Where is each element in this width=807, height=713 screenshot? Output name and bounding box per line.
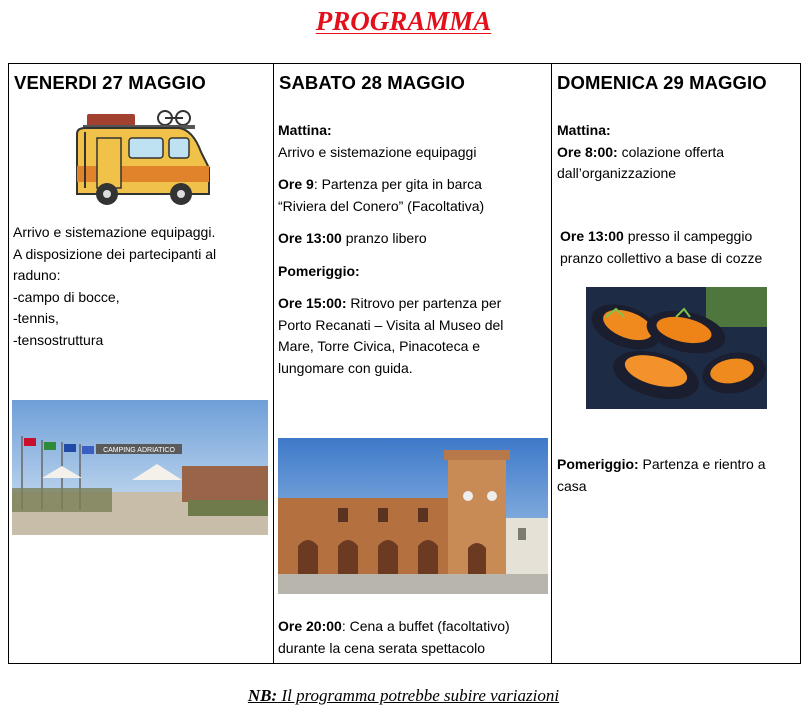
mussels-photo: [586, 287, 767, 409]
saturday-morning-text: Arrivo e sistemazione equipaggi: [278, 143, 477, 160]
saturday-visit-text-1: Ritrovo per partenza per: [346, 295, 502, 311]
saturday-dinner-time: Ore 20:00: [278, 618, 342, 634]
saturday-trip-line-1: [278, 174, 548, 196]
program-table: [8, 63, 801, 664]
sunday-heading: DOMENICA 29 MAGGIO: [557, 72, 767, 93]
sunday-afternoon-line-1: [557, 454, 797, 476]
friday-line-4: -campo di bocce,: [13, 288, 120, 305]
saturday-column: [274, 64, 552, 664]
porto-recanati-tower-photo: [278, 438, 548, 594]
saturday-trip-text-2: “Riviera del Conero” (Facoltativa): [278, 197, 485, 214]
saturday-heading: SABATO 28 MAGGIO: [279, 72, 465, 93]
friday-line-6: -tensostruttura: [13, 331, 104, 348]
camping-sign-text: CAMPING ADRIATICO: [103, 447, 175, 454]
sunday-column: [552, 64, 801, 664]
saturday-lunch-time: Ore 13:00: [278, 230, 342, 246]
saturday-visit-line-1: [278, 293, 548, 315]
sunday-lunch-text-2: pranzo collettivo a base di cozze: [560, 249, 763, 266]
saturday-visit-time: Ore 15:00:: [278, 295, 347, 311]
friday-column: [9, 64, 274, 664]
saturday-visit-text-3: Mare, Torre Civica, Pinacoteca e: [278, 338, 481, 354]
camper-van-icon: [69, 108, 217, 210]
sunday-breakfast-line-1: [557, 142, 797, 164]
saturday-visit-text-4: lungomare con guida.: [278, 359, 413, 376]
sunday-lunch-time: Ore 13:00: [560, 228, 624, 244]
saturday-lunch-text: pranzo libero: [341, 230, 427, 246]
friday-line-3: raduno:: [13, 267, 61, 283]
sunday-afternoon-text-2: casa: [557, 477, 587, 494]
friday-line-5: -tennis,: [13, 310, 59, 326]
footer-note: [0, 686, 807, 706]
saturday-morning-label: Mattina:: [278, 122, 332, 138]
page-title: PROGRAMMA: [315, 6, 492, 36]
sunday-breakfast-time: Ore 8:00:: [557, 143, 618, 160]
sunday-breakfast-text-1: colazione offerta: [617, 143, 725, 160]
friday-heading: VENERDI 27 MAGGIO: [14, 72, 206, 93]
saturday-afternoon-label: Pomeriggio:: [278, 262, 360, 279]
sunday-lunch-text-1: presso il campeggio: [623, 228, 753, 244]
saturday-trip-text-1: : Partenza per gita in barca: [313, 176, 482, 192]
friday-line-2: A disposizione dei partecipanti al: [13, 245, 217, 262]
saturday-dinner-line-1: [278, 616, 548, 638]
friday-line-1: Arrivo e sistemazione equipaggi.: [13, 224, 216, 240]
note-text: Il programma potrebbe subire variazioni: [277, 686, 560, 705]
campsite-photo: [12, 400, 268, 535]
sunday-morning-label: Mattina:: [557, 122, 611, 138]
sunday-afternoon-text-1: Partenza e rientro a: [638, 456, 766, 472]
saturday-dinner-text-2: durante la cena serata spettacolo: [278, 639, 486, 656]
saturday-trip-time: Ore 9: [278, 176, 314, 192]
sunday-breakfast-text-2: dall’organizzazione: [557, 165, 677, 181]
sunday-afternoon-label: Pomeriggio:: [557, 456, 639, 472]
saturday-lunch-line: [278, 228, 548, 250]
sunday-lunch-line-1: [560, 226, 798, 248]
note-label: NB:: [247, 686, 278, 705]
saturday-dinner-text-1: : Cena a buffet (facoltativo): [341, 618, 510, 634]
saturday-visit-text-2: Porto Recanati – Visita al Museo del: [278, 316, 504, 333]
